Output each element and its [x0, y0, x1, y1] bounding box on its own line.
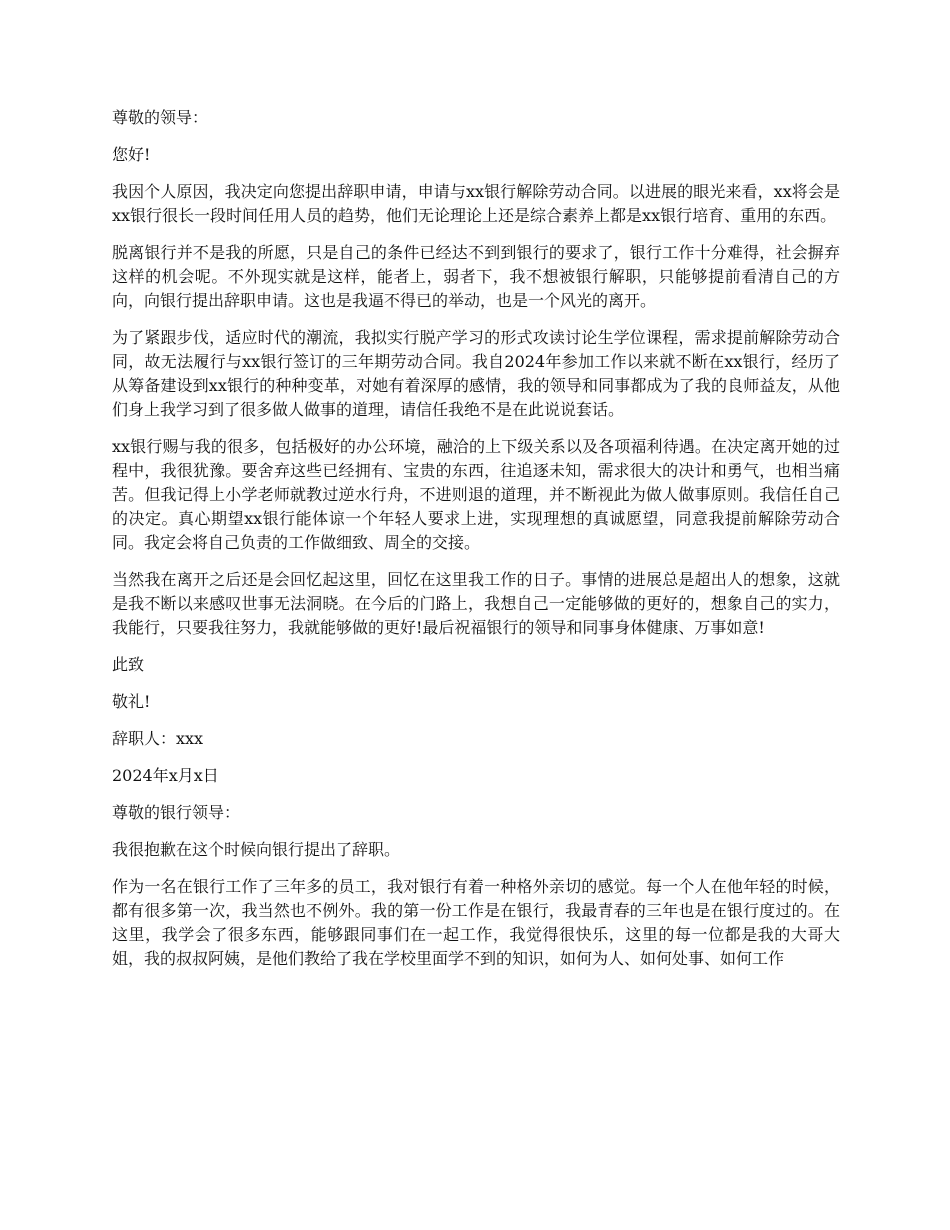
signature-line: 辞职人：xxx — [112, 729, 204, 748]
body-paragraph: 为了紧跟步伐，适应时代的潮流，我拟实行脱产学习的形式攻读讨论生学位课程，需求提前解除劳动合同，故无法履行与xx银行签订的三年期劳动合同。我自2024年参加工作以来就不断在xx银行，经历了从筹备建设到xx银行的种种变革，对她有着深厚的感情，我的领导和同事都成为了我的良师益友，从他们身上我学习到了很多做人做事的道理，请信任我绝不是在此说说套话。 — [112, 328, 840, 419]
closing-salute: 敬礼! — [112, 692, 151, 711]
body-paragraph: 作为一名在银行工作了三年多的员工，我对银行有着一种格外亲切的感觉。每一个人在他年轻的时候，都有很多第一次，我当然也不例外。我的第一份工作是在银行，我最青春的三年也是在银行度过的。在这里，我学会了很多东西，能够跟同事们在一起工作，我觉得很快乐，这里的每一位都是我的大哥大姐，我的叔叔阿姨，是他们教给了我在学校里面学不到的知识，如何为人、如何处事、如何工作 — [112, 877, 840, 968]
document-body — [112, 106, 840, 984]
salutation: 尊敬的领导： — [112, 108, 209, 127]
body-paragraph: 当然我在离开之后还是会回忆起这里，回忆在这里我工作的日子。事情的进展总是超出人的想象，这就是我不断以来感叹世事无法洞晓。在今后的门路上，我想自己一定能够做的更好的，想象自己的实力，我能行，只要我往努力，我就能够做的更好!最后祝福银行的领导和同事身体健康、万事如意! — [112, 570, 840, 637]
date-line: 2024年x月x日 — [112, 766, 219, 785]
body-paragraph: xx银行赐与我的很多，包括极好的办公环境，融洽的上下级关系以及各项福利待遇。在决定离开她的过程中，我很犹豫。要舍弃这些已经拥有、宝贵的东西，往追逐未知，需求很大的决计和勇气，也相当痛苦。但我记得上小学老师就教过逆水行舟，不进则退的道理，并不断视此为做人做事原则。我信任自己的决定。真心期望xx银行能体谅一个年轻人要求上进，实现理想的真诚愿望，同意我提前解除劳动合同。我定会将自己负责的工作做细致、周全的交接。 — [112, 437, 840, 552]
body-paragraph: 我因个人原因，我决定向您提出辞职申请，申请与xx银行解除劳动合同。以进展的眼光来看，xx将会是xx银行很长一段时间任用人员的趋势，他们无论理论上还是综合素养上都是xx银行培育、重用的东西。 — [112, 182, 840, 225]
greeting: 您好! — [112, 145, 151, 164]
body-paragraph: 脱离银行并不是我的所愿，只是自己的条件已经达不到到银行的要求了，银行工作十分难得，社会摒弃这样的机会呢。不外现实就是这样，能者上，弱者下，我不想被银行解职，只能够提前看清自己的方向，向银行提出辞职申请。这也是我逼不得已的举动，也是一个风光的离开。 — [112, 243, 840, 310]
second-letter-salutation: 尊敬的银行领导： — [112, 803, 241, 822]
body-paragraph: 我很抱歉在这个时候向银行提出了辞职。 — [112, 840, 401, 859]
closing-line: 此致 — [112, 655, 145, 674]
